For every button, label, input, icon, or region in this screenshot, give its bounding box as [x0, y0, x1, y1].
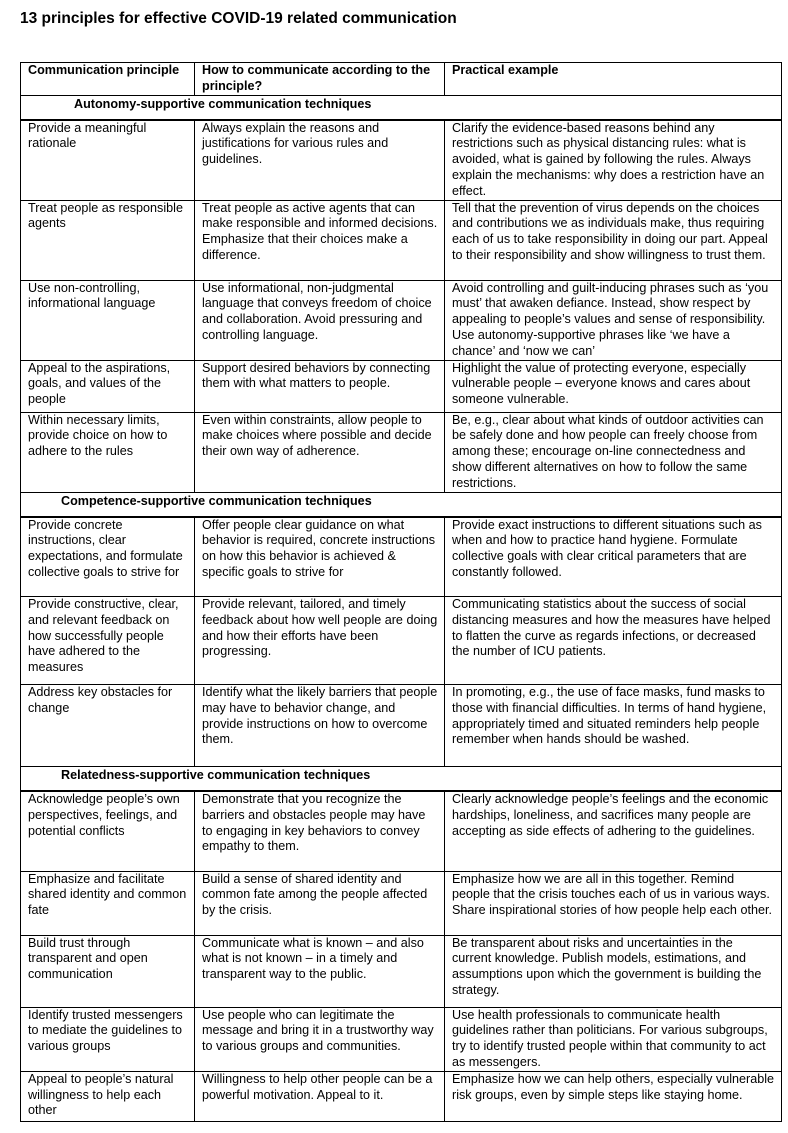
example-cell: Avoid controlling and guilt-inducing phrases such as ‘you must’ that awaken defiance. Instead, show respect by appealing to people’s values and sense of responsibility. Use autonomy-supportive phrases like ‘we have a chance’ and ‘now we can’: [445, 280, 782, 360]
how-cell: Even within constraints, allow people to make choices where possible and decide their own way of adherence.: [195, 412, 445, 492]
principle-cell: Use non-controlling, informational language: [21, 280, 195, 360]
section-heading-row: [21, 95, 782, 120]
section-heading-row: [21, 767, 782, 792]
example-cell: Highlight the value of protecting everyone, especially vulnerable people – everyone knows and cares about someone vulnerable.: [445, 360, 782, 412]
section-heading-text: Competence-supportive communication techniques: [61, 493, 372, 508]
how-cell: Treat people as active agents that can make responsible and informed decisions. Emphasize that their choices make a difference.: [195, 200, 445, 280]
principle-cell: Address key obstacles for change: [21, 685, 195, 767]
principle-cell: Emphasize and facilitate shared identity and common fate: [21, 871, 195, 935]
section-heading: [21, 492, 782, 517]
example-cell: Emphasize how we can help others, especially vulnerable risk groups, even by simple steps like staying home.: [445, 1071, 782, 1121]
header-principle: Communication principle: [21, 63, 195, 96]
principles-table: [20, 62, 782, 1122]
table-row: [21, 1071, 782, 1121]
table-row: [21, 871, 782, 935]
principle-cell: Provide concrete instructions, clear expectations, and formulate collective goals to strive for: [21, 517, 195, 597]
how-cell: Willingness to help other people can be a powerful motivation. Appeal to it.: [195, 1071, 445, 1121]
table-row: [21, 1007, 782, 1071]
table-row: [21, 685, 782, 767]
section-heading-text: Autonomy-supportive communication techniques: [74, 96, 372, 111]
how-cell: Use people who can legitimate the message and bring it in a trustworthy way to various groups and communities.: [195, 1007, 445, 1071]
table-row: [21, 412, 782, 492]
document-title: 13 principles for effective COVID-19 related communication: [20, 10, 457, 27]
how-cell: Identify what the likely barriers that people may have to behavior change, and provide instructions on how to overcome them.: [195, 685, 445, 767]
section-heading: [21, 767, 782, 792]
example-cell: Emphasize how we are all in this together. Remind people that the crisis touches each of us in various ways. Share inspirational stories of how people help each other.: [445, 871, 782, 935]
principle-cell: Provide a meaningful rationale: [21, 120, 195, 200]
principle-cell: Appeal to the aspirations, goals, and values of the people: [21, 360, 195, 412]
principle-cell: Identify trusted messengers to mediate the guidelines to various groups: [21, 1007, 195, 1071]
principle-cell: Appeal to people’s natural willingness to help each other: [21, 1071, 195, 1121]
how-cell: Use informational, non-judgmental language that conveys freedom of choice and collaboration. Avoid pressuring and controlling language.: [195, 280, 445, 360]
table-row: [21, 280, 782, 360]
how-cell: Communicate what is known – and also what is not known – in a timely and transparent way to the public.: [195, 935, 445, 1007]
example-cell: Be transparent about risks and uncertainties in the current knowledge. Publish models, estimations, and assumptions upon which the government is building the strategy.: [445, 935, 782, 1007]
header-how: How to communicate according to the principle?: [195, 63, 445, 96]
example-cell: Clearly acknowledge people’s feelings and the economic hardships, loneliness, and sacrifices many people are accepting as side effects of adhering to the guidelines.: [445, 791, 782, 871]
example-cell: In promoting, e.g., the use of face masks, fund masks to those with financial difficulties. In terms of hand hygiene, appropriately timed and situated reminders help people remember when hands should be washed.: [445, 685, 782, 767]
example-cell: Clarify the evidence-based reasons behind any restrictions such as physical distancing rules: what is avoided, what is gained by following the rules. Always explain the mechanisms: why does a restriction have an effect.: [445, 120, 782, 200]
section-heading-text: Relatedness-supportive communication techniques: [61, 768, 371, 783]
principle-cell: Build trust through transparent and open communication: [21, 935, 195, 1007]
how-cell: Always explain the reasons and justifications for various rules and guidelines.: [195, 120, 445, 200]
section-heading-row: [21, 492, 782, 517]
section-heading: [21, 95, 782, 120]
how-cell: Demonstrate that you recognize the barriers and obstacles people may have to engaging in key behaviors to convey empathy to them.: [195, 791, 445, 871]
table-row: [21, 935, 782, 1007]
principle-cell: Treat people as responsible agents: [21, 200, 195, 280]
table-row: [21, 517, 782, 597]
how-cell: Offer people clear guidance on what behavior is required, concrete instructions on how this behavior is achieved & specific goals to strive for: [195, 517, 445, 597]
example-cell: Be, e.g., clear about what kinds of outdoor activities can be safely done and how people can freely choose from among these; encourage on-line connectedness and show different alternatives on how to follow the same restrictions.: [445, 412, 782, 492]
how-cell: Provide relevant, tailored, and timely feedback about how well people are doing and how their efforts have been progressing.: [195, 597, 445, 685]
how-cell: Build a sense of shared identity and common fate among the people affected by the crisis.: [195, 871, 445, 935]
example-cell: Tell that the prevention of virus depends on the choices and contributions we as individuals make, thus requiring each of us to take responsibility in doing our part. Appeal to their responsibility and show willingness to trust them.: [445, 200, 782, 280]
table-row: [21, 200, 782, 280]
table-row: [21, 597, 782, 685]
table-row: [21, 360, 782, 412]
header-example: Practical example: [445, 63, 782, 96]
table-row: [21, 120, 782, 200]
how-cell: Support desired behaviors by connecting them with what matters to people.: [195, 360, 445, 412]
example-cell: Use health professionals to communicate health guidelines rather than politicians. For various subgroups, try to identify trusted people within that community to act as messengers.: [445, 1007, 782, 1071]
principle-cell: Within necessary limits, provide choice on how to adhere to the rules: [21, 412, 195, 492]
principle-cell: Acknowledge people’s own perspectives, feelings, and potential conflicts: [21, 791, 195, 871]
table-row: [21, 791, 782, 871]
header-row: [21, 63, 782, 96]
example-cell: Provide exact instructions to different situations such as when and how to practice hand hygiene. Formulate collective goals with clear critical parameters that are constantly followed.: [445, 517, 782, 597]
principle-cell: Provide constructive, clear, and relevant feedback on how successfully people have adhered to the measures: [21, 597, 195, 685]
example-cell: Communicating statistics about the success of social distancing measures and how the measures have helped to flatten the curve as regards infections, or decreased the number of ICU patients.: [445, 597, 782, 685]
